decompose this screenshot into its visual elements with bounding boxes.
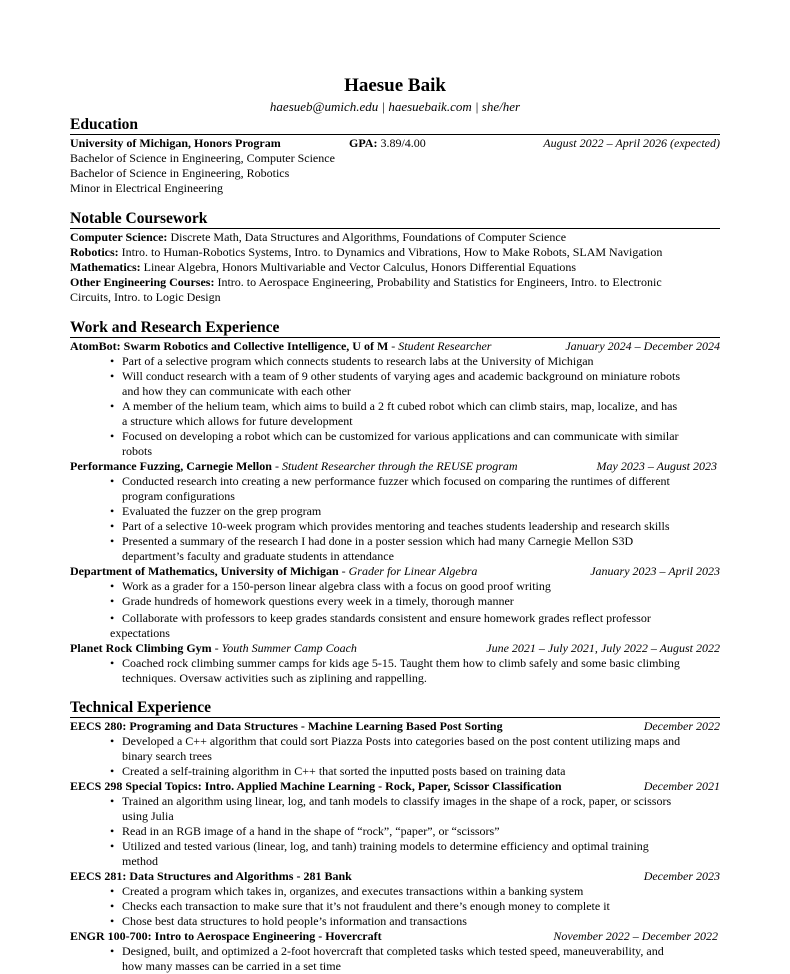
coursework-row [70, 245, 720, 260]
work-bullet [70, 611, 720, 641]
tech-bullet [70, 794, 720, 824]
tech-bullet [70, 764, 720, 779]
degree-line: Bachelor of Science in Engineering, Robotics [70, 166, 290, 180]
tech-title: EECS 280: Programing and Data Structures - Machine Learning Based Post Sorting [70, 719, 503, 733]
tech-title: EECS 298 Special Topics: Intro. Applied Machine Learning - Rock, Paper, Scissor Classification [70, 779, 562, 793]
tech-bullet [70, 884, 720, 899]
work-section [70, 319, 720, 686]
technical-section [70, 699, 720, 974]
resume-name: Haesue Baik [344, 75, 446, 96]
bullet-text: Focused on developing a robot which can be customized for various applications and can communicate with similar [122, 429, 679, 443]
bullet-text-cont: department’s faculty and graduate students in attendance [122, 549, 394, 563]
bullet-text-cont: techniques. Oversaw activities such as ziplining and rappelling. [122, 671, 427, 685]
work-sep: - [211, 641, 222, 655]
tech-dates: December 2021 [643, 779, 720, 793]
education-section [70, 116, 720, 196]
coursework-row [70, 230, 720, 245]
education-school-row [70, 136, 720, 151]
bullet-text: Grade hundreds of homework questions every week in a timely, thorough manner [122, 594, 514, 608]
work-org: Department of Mathematics, University of Michigan [70, 564, 339, 578]
school-name: University of Michigan, Honors Program [70, 136, 281, 150]
work-org: AtomBot: Swarm Robotics and Collective Intelligence, U of M [70, 339, 389, 353]
work-sep: - [338, 564, 349, 578]
bullet-text-cont: method [122, 854, 158, 868]
coursework-label: Other Engineering Courses: [70, 275, 215, 289]
coursework-row [70, 275, 720, 290]
technical-heading: Technical Experience [70, 699, 720, 718]
bullet-text: Part of a selective 10-week program which provides mentoring and teaches students leadership and research skills [122, 519, 670, 533]
tech-dates: December 2022 [643, 719, 720, 733]
gpa [349, 136, 426, 151]
bullet-text-cont: and how they can communicate with each other [122, 384, 351, 398]
degree-line: Bachelor of Science in Engineering, Computer Science [70, 151, 335, 165]
bullet-text: A member of the helium team, which aims to build a 2 ft cubed robot which can climb stairs, map, localize, and has [122, 399, 678, 413]
tech-bullet [70, 914, 720, 929]
work-entry-header [70, 641, 720, 656]
bullet-text: Collaborate with professors to keep grades standards consistent and ensure homework grades reflect professor [122, 611, 651, 625]
work-dates: January 2024 – December 2024 [565, 339, 720, 353]
work-org: Planet Rock Climbing Gym [70, 641, 212, 655]
coursework-row [70, 260, 720, 275]
bullet-text: Coached rock climbing summer camps for kids age 5-15. Taught them how to climb safely and some basic climbing [122, 656, 680, 670]
bullet-text: Work as a grader for a 150-person linear algebra class with a focus on good proof writing [122, 579, 551, 593]
work-bullet [70, 369, 720, 399]
bullet-text-cont: expectations [110, 626, 170, 640]
work-heading: Work and Research Experience [70, 319, 720, 338]
tech-dates: December 2023 [643, 869, 720, 883]
work-bullet [70, 354, 720, 369]
work-bullet [70, 429, 720, 459]
coursework-text: Intro. to Human-Robotics Systems, Intro. to Dynamics and Vibrations, How to Make Robots, SLAM Navigation [118, 245, 663, 259]
coursework-text: Discrete Math, Data Structures and Algorithms, Foundations of Computer Science [167, 230, 567, 244]
bullet-text: Created a program which takes in, organizes, and executes transactions within a banking system [122, 884, 584, 898]
bullet-text-cont: using Julia [122, 809, 174, 823]
bullet-text-cont: how many masses can be carried in a set time [122, 959, 341, 973]
bullet-text: Presented a summary of the research I had done in a poster session which had many Carnegie Mellon S3D [122, 534, 634, 548]
work-bullet [70, 534, 720, 564]
contact-line: haesueb@umich.edu | haesuebaik.com | she/her [269, 99, 521, 114]
tech-entry-header [70, 929, 720, 944]
work-dates: June 2021 – July 2021, July 2022 – August 2022 [486, 641, 720, 655]
work-role: Student Researcher through the REUSE program [281, 459, 518, 473]
coursework-heading: Notable Coursework [70, 210, 720, 229]
work-entry-header [70, 339, 720, 354]
tech-entry-header [70, 869, 720, 884]
work-entry-header [70, 459, 720, 474]
education-dates: August 2022 – April 2026 (expected) [543, 136, 720, 150]
bullet-text: Utilized and tested various (linear, log, and tanh) training models to determine efficiency and optimal training [122, 839, 649, 853]
work-bullet [70, 399, 720, 429]
work-role: Youth Summer Camp Coach [221, 641, 357, 655]
tech-dates: November 2022 – December 2022 [553, 929, 718, 943]
work-bullet [70, 579, 720, 594]
tech-bullet [70, 899, 720, 914]
coursework-text: Linear Algebra, Honors Multivariable and Vector Calculus, Honors Differential Equations [140, 260, 577, 274]
bullet-text: Checks each transaction to make sure that it’s not fraudulent and there’s enough money to complete it [122, 899, 610, 913]
bullet-text: Part of a selective program which connects students to research labs at the University of Michigan [122, 354, 594, 368]
bullet-text: Designed, built, and optimized a 2-foot hovercraft that completed tasks which tested speed, maneuverability, and [122, 944, 664, 958]
work-dates: May 2023 – August 2023 [596, 459, 717, 473]
bullet-text: Trained an algorithm using linear, log, and tanh models to classify images in the shape of a rock, paper, or scissors [122, 794, 672, 808]
degree-line: Minor in Electrical Engineering [70, 181, 223, 195]
bullet-text-cont: program configurations [122, 489, 235, 503]
bullet-text-cont: binary search trees [122, 749, 212, 763]
bullet-text: Chose best data structures to hold people’s information and transactions [122, 914, 467, 928]
work-bullet [70, 504, 720, 519]
work-org: Performance Fuzzing, Carnegie Mellon [70, 459, 272, 473]
coursework-row-continued: Circuits, Intro. to Logic Design [70, 290, 221, 304]
coursework-section [70, 210, 720, 305]
tech-bullet [70, 734, 720, 764]
bullet-text: Will conduct research with a team of 9 other students of varying ages and academic background on miniature robots [122, 369, 680, 383]
bullet-text: Developed a C++ algorithm that could sort Piazza Posts into categories based on the post content utilizing maps and [122, 734, 681, 748]
tech-title: ENGR 100-700: Intro to Aerospace Engineering - Hovercraft [70, 929, 382, 943]
work-sep: - [388, 339, 399, 353]
gpa-value: 3.89/4.00 [377, 136, 426, 150]
bullet-text: Evaluated the fuzzer on the grep program [122, 504, 322, 518]
tech-title: EECS 281: Data Structures and Algorithms - 281 Bank [70, 869, 352, 883]
work-bullet [70, 519, 720, 534]
coursework-text: Intro. to Aerospace Engineering, Probability and Statistics for Engineers, Intro. to Electronic [214, 275, 662, 289]
work-bullet [70, 594, 720, 609]
work-sep: - [271, 459, 282, 473]
tech-bullet [70, 839, 720, 869]
work-dates: January 2023 – April 2023 [590, 564, 720, 578]
tech-bullet [70, 824, 720, 839]
education-heading: Education [70, 116, 720, 135]
coursework-label: Robotics: [70, 245, 119, 259]
tech-entry-header [70, 779, 720, 794]
work-role: Grader for Linear Algebra [348, 564, 478, 578]
bullet-text: Conducted research into creating a new performance fuzzer which focused on comparing the runtimes of different [122, 474, 670, 488]
work-bullet [70, 474, 720, 504]
coursework-label: Mathematics: [70, 260, 141, 274]
work-entry-header [70, 564, 720, 579]
bullet-text: Created a self-training algorithm in C++ that sorted the inputted posts based on training data [122, 764, 566, 778]
bullet-text-cont: robots [122, 444, 152, 458]
tech-entry-header [70, 719, 720, 734]
work-role: Student Researcher [398, 339, 492, 353]
bullet-text: Read in an RGB image of a hand in the shape of “rock”, “paper”, or “scissors” [122, 824, 500, 838]
bullet-text-cont: a structure which allows for future development [122, 414, 353, 428]
coursework-label: Computer Science: [70, 230, 168, 244]
work-bullet [70, 656, 720, 686]
gpa-label: GPA: [349, 136, 378, 150]
